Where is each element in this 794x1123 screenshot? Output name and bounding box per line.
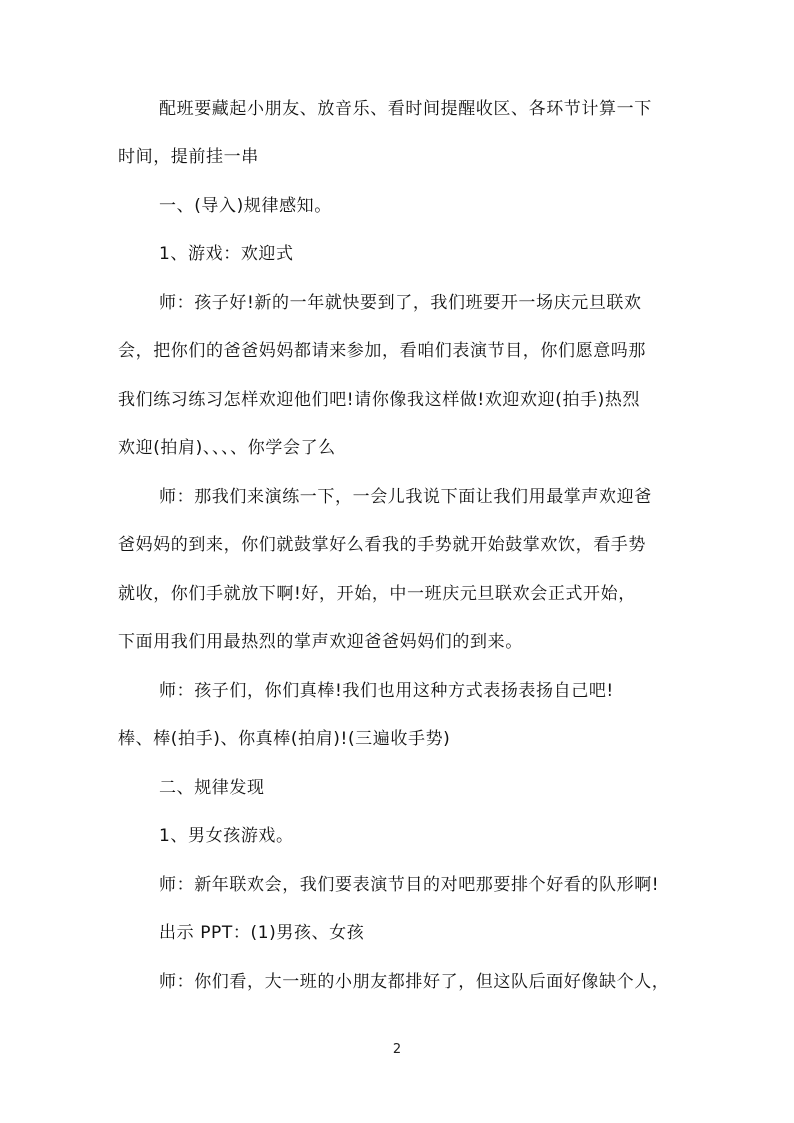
paragraph-line: 出示 PPT：(1)男孩、女孩 xyxy=(159,923,365,943)
section-heading: 一、(导入)规律感知。 xyxy=(159,196,332,216)
paragraph-line: 棒、棒(拍手)、你真棒(拍肩)!(三遍收手势) xyxy=(118,729,451,749)
paragraph-line: 欢迎(拍肩)、、、、你学会了么 xyxy=(118,438,336,458)
paragraph-line: 会，把你们的爸爸妈妈都请来参加，看咱们表演节目，你们愿意吗那 xyxy=(118,341,646,361)
paragraph-line: 配班要藏起小朋友、放音乐、看时间提醒收区、各环节计算一下 xyxy=(159,99,652,119)
paragraph-line: 师：那我们来演练一下，一会儿我说下面让我们用最掌声欢迎爸 xyxy=(159,487,652,507)
section-heading: 二、规律发现 xyxy=(159,778,265,798)
paragraph-line: 师：新年联欢会，我们要表演节目的对吧那要排个好看的队形啊! xyxy=(159,875,660,895)
paragraph-line: 爸妈妈的到来，你们就鼓掌好么看我的手势就开始鼓掌欢饮，看手势 xyxy=(118,535,646,555)
subsection-heading: 1、男女孩游戏。 xyxy=(159,826,294,846)
paragraph-line: 时间，提前挂一串 xyxy=(118,147,259,167)
paragraph-line: 下面用我们用最热烈的掌声欢迎爸爸妈妈们的到来。 xyxy=(118,632,523,652)
paragraph-line: 师：孩子们，你们真棒!我们也用这种方式表扬表扬自己吧! xyxy=(159,681,614,701)
page-number: 2 xyxy=(392,1042,402,1057)
paragraph-line: 师：你们看，大一班的小朋友都排好了，但这队后面好像缺个人， xyxy=(159,972,670,992)
subsection-heading: 1、游戏：欢迎式 xyxy=(159,244,294,264)
paragraph-line: 就收，你们手就放下啊!好，开始，中一班庆元旦联欢会正式开始， xyxy=(118,584,636,604)
paragraph-line: 我们练习练习怎样欢迎他们吧!请你像我这样做!欢迎欢迎(拍手)热烈 xyxy=(118,390,641,410)
paragraph-line: 师：孩子好!新的一年就快要到了，我们班要开一场庆元旦联欢 xyxy=(159,293,642,313)
